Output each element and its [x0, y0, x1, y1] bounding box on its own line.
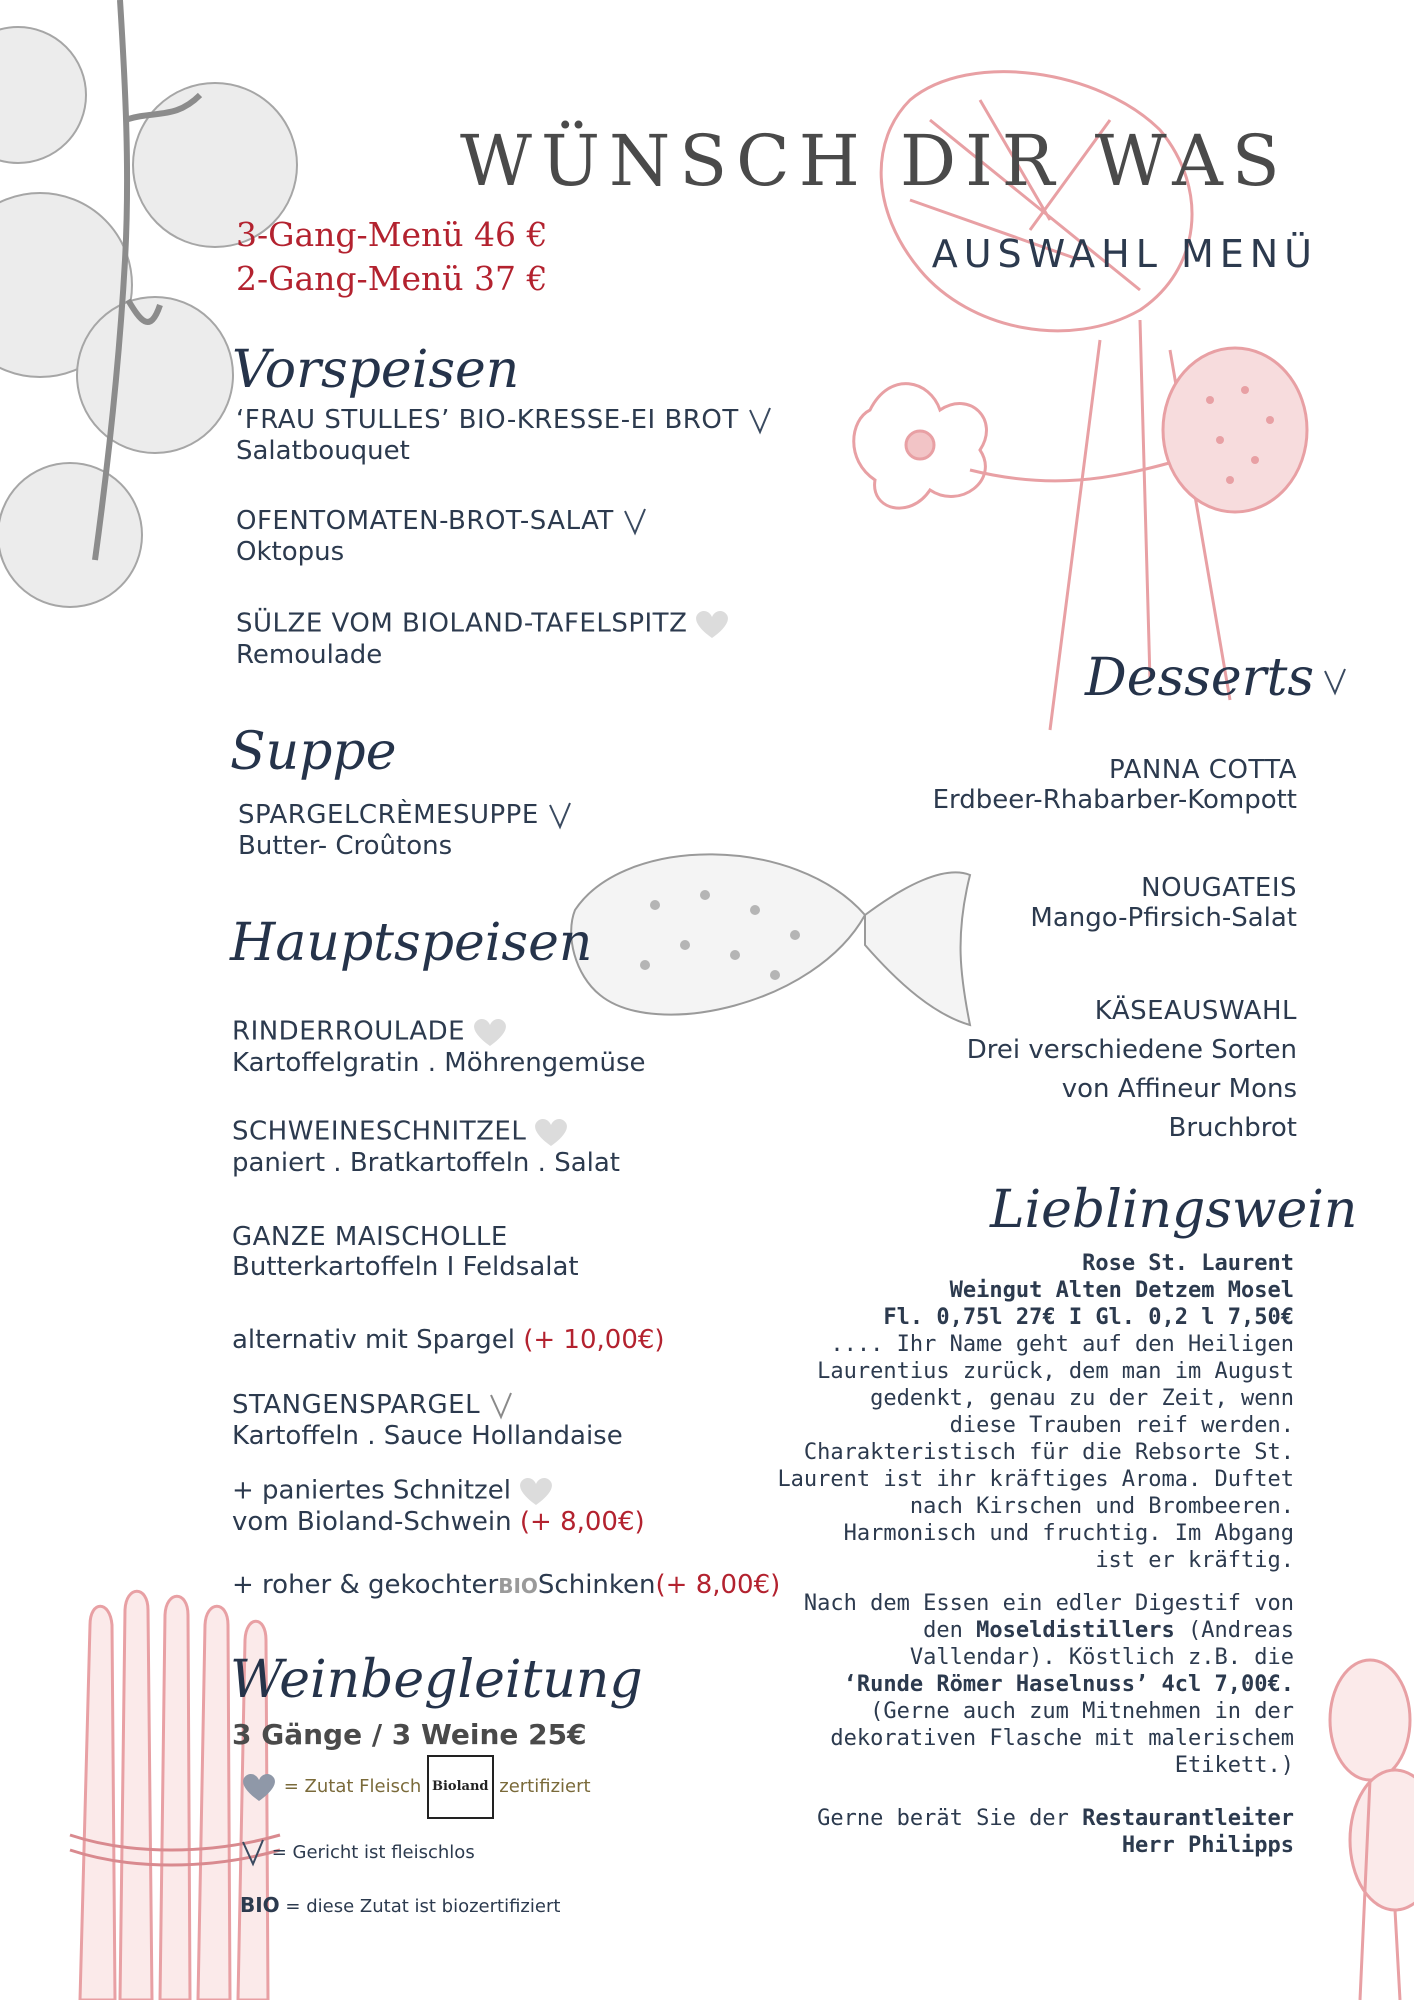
winery: Weingut Alten Detzem Mosel [949, 1278, 1294, 1303]
wine-block [777, 1250, 1294, 1859]
dish-description: Mango-Pfirsich-Salat [1030, 903, 1297, 933]
dish-description: Butter- Croûtons [238, 830, 453, 861]
wine-pairing-price: 3 Gänge / 3 Weine 25€ [232, 1718, 587, 1751]
wine-description-line: diese Trauben reif werden. [949, 1413, 1294, 1438]
legend-fleischlos: = Gericht ist fleischlos [240, 1838, 475, 1868]
price-three-course: 3-Gang-Menü 46 € [236, 215, 548, 254]
dish-description: paniert . Bratkartoffeln . Salat [232, 1148, 620, 1178]
wine-description-line: Laurent ist ihr kräftiges Aroma. Duftet [777, 1467, 1294, 1492]
veggie-icon [240, 1838, 266, 1868]
dish-name: RINDERROULADE [232, 1016, 646, 1048]
dish-description: Bruchbrot [1168, 1113, 1297, 1143]
section-heading-suppe: Suppe [230, 722, 397, 782]
veggie-icon [1322, 667, 1348, 697]
bioland-heart-icon [532, 1116, 570, 1148]
bioland-heart-icon [240, 1771, 278, 1803]
dish-addon: + roher & gekochterBIOSchinken(+ 8,00€) [232, 1570, 781, 1600]
menu-item [232, 1222, 579, 1282]
dish-addon: + paniertes Schnitzel vom Bioland-Schwein (+ 8,00€) [232, 1475, 645, 1537]
bioland-heart-icon [517, 1475, 555, 1507]
spoon-illustration [1300, 1580, 1414, 2000]
section-heading-hauptspeisen: Hauptspeisen [230, 913, 593, 973]
bioland-heart-icon [693, 608, 731, 640]
menu-item [238, 800, 573, 861]
menu-item [933, 755, 1297, 815]
wine-description-line: ist er kräftig. [1095, 1548, 1294, 1573]
option-price: (+ 10,00€) [523, 1325, 665, 1355]
wine-description-line: Harmonisch und fruchtig. Im Abgang [843, 1521, 1294, 1546]
bioland-logo: Bioland [427, 1755, 494, 1819]
section-heading-weinbegleitung: Weinbegleitung [230, 1650, 643, 1710]
dish-name: SCHWEINESCHNITZEL [232, 1116, 620, 1148]
veggie-icon [622, 507, 648, 537]
dish-description: Oktopus [236, 536, 345, 567]
dish-name: GANZE MAISCHOLLE [232, 1222, 508, 1252]
wine-description-line: gedenkt, genau zu der Zeit, wenn [870, 1386, 1294, 1411]
section-heading-desserts: Desserts [1085, 648, 1348, 708]
page-title: WÜNSCH DIR WAS [460, 120, 1289, 202]
dish-description: Kartoffeln . Sauce Hollandaise [232, 1420, 623, 1451]
bioland-heart-icon [471, 1016, 509, 1048]
dish-description: Butterkartoffeln I Feldsalat [232, 1252, 579, 1282]
dish-description: Erdbeer-Rhabarber-Kompott [932, 785, 1297, 815]
dish-name: SPARGELCRÈMESUPPE [238, 800, 573, 831]
menu-item [232, 1390, 623, 1451]
wine-description-line: nach Kirschen und Brombeeren. [909, 1494, 1294, 1519]
price-two-course: 2-Gang-Menü 37 € [236, 259, 548, 298]
wine-price: Fl. 0,75l 27€ I Gl. 0,2 l 7,50€ [883, 1305, 1294, 1330]
dish-option: alternativ mit Spargel (+ 10,00€) [232, 1325, 665, 1355]
digestif-line: Nach dem Essen ein edler Digestif von [803, 1591, 1294, 1616]
menu-item [232, 1116, 620, 1178]
menu-item [236, 608, 731, 670]
dish-name: KÄSEAUSWAHL [1094, 996, 1297, 1026]
wine-name: Rose St. Laurent [1082, 1251, 1294, 1276]
digestif-line: (Gerne auch zum Mitnehmen in der [870, 1699, 1294, 1724]
dish-description: Salatbouquet [236, 435, 410, 466]
advice-name: Herr Philipps [1121, 1833, 1294, 1858]
wine-description-line: Charakteristisch für die Rebsorte St. [803, 1440, 1294, 1465]
menu-item [236, 405, 773, 466]
menu-item [967, 992, 1297, 1148]
advice-line: Gerne berät Sie der Restaurantleiter [817, 1806, 1294, 1831]
section-heading-vorspeisen: Vorspeisen [232, 340, 520, 400]
dish-description: Drei verschiedene Sorten [966, 1035, 1297, 1065]
dish-name: ‘FRAU STULLES’ BIO-KRESSE-EI BROT [236, 405, 773, 436]
menu-item [236, 506, 648, 567]
dish-name: STANGENSPARGEL [232, 1390, 623, 1421]
digestif-line: Vallendar). Köstlich z.B. die [909, 1645, 1294, 1670]
menu-item [1030, 873, 1297, 933]
dish-description: von Affineur Mons [1061, 1074, 1297, 1104]
legend-bio: BIO = diese Zutat ist biozertifiziert [240, 1893, 561, 1917]
dish-description: Remoulade [236, 640, 383, 670]
addon-price: (+ 8,00€) [655, 1570, 781, 1600]
dish-name: SÜLZE VOM BIOLAND-TAFELSPITZ [236, 608, 731, 640]
veggie-icon [547, 801, 573, 831]
bio-mark: BIO [498, 1574, 538, 1598]
menu-item [232, 1016, 646, 1078]
veggie-icon [747, 406, 773, 436]
page-subtitle: AUSWAHL MENÜ [931, 232, 1318, 276]
digestif-line: dekorativen Flasche mit malerischem [830, 1726, 1294, 1751]
dish-name: NOUGATEIS [1141, 873, 1297, 903]
legend-bioland: = Zutat Fleisch Bioland zertifiziert [240, 1755, 591, 1819]
veggie-icon [488, 1391, 514, 1421]
dish-description: Kartoffelgratin . Möhrengemüse [232, 1048, 646, 1078]
section-heading-lieblingswein: Lieblingswein [990, 1180, 1358, 1240]
dish-name: PANNA COTTA [1109, 755, 1297, 785]
bio-icon: BIO [240, 1893, 280, 1917]
dish-name: OFENTOMATEN-BROT-SALAT [236, 506, 648, 537]
wine-description-line: .... Ihr Name geht auf den Heiligen [830, 1332, 1294, 1357]
digestif-line: den Moseldistillers (Andreas [923, 1618, 1294, 1643]
addon-price: (+ 8,00€) [519, 1507, 645, 1537]
wine-description-line: Laurentius zurück, dem man im August [817, 1359, 1294, 1384]
digestif-line: Etikett.) [1174, 1753, 1294, 1778]
digestif-product: ‘Runde Römer Haselnuss’ 4cl 7,00€. [843, 1672, 1294, 1697]
